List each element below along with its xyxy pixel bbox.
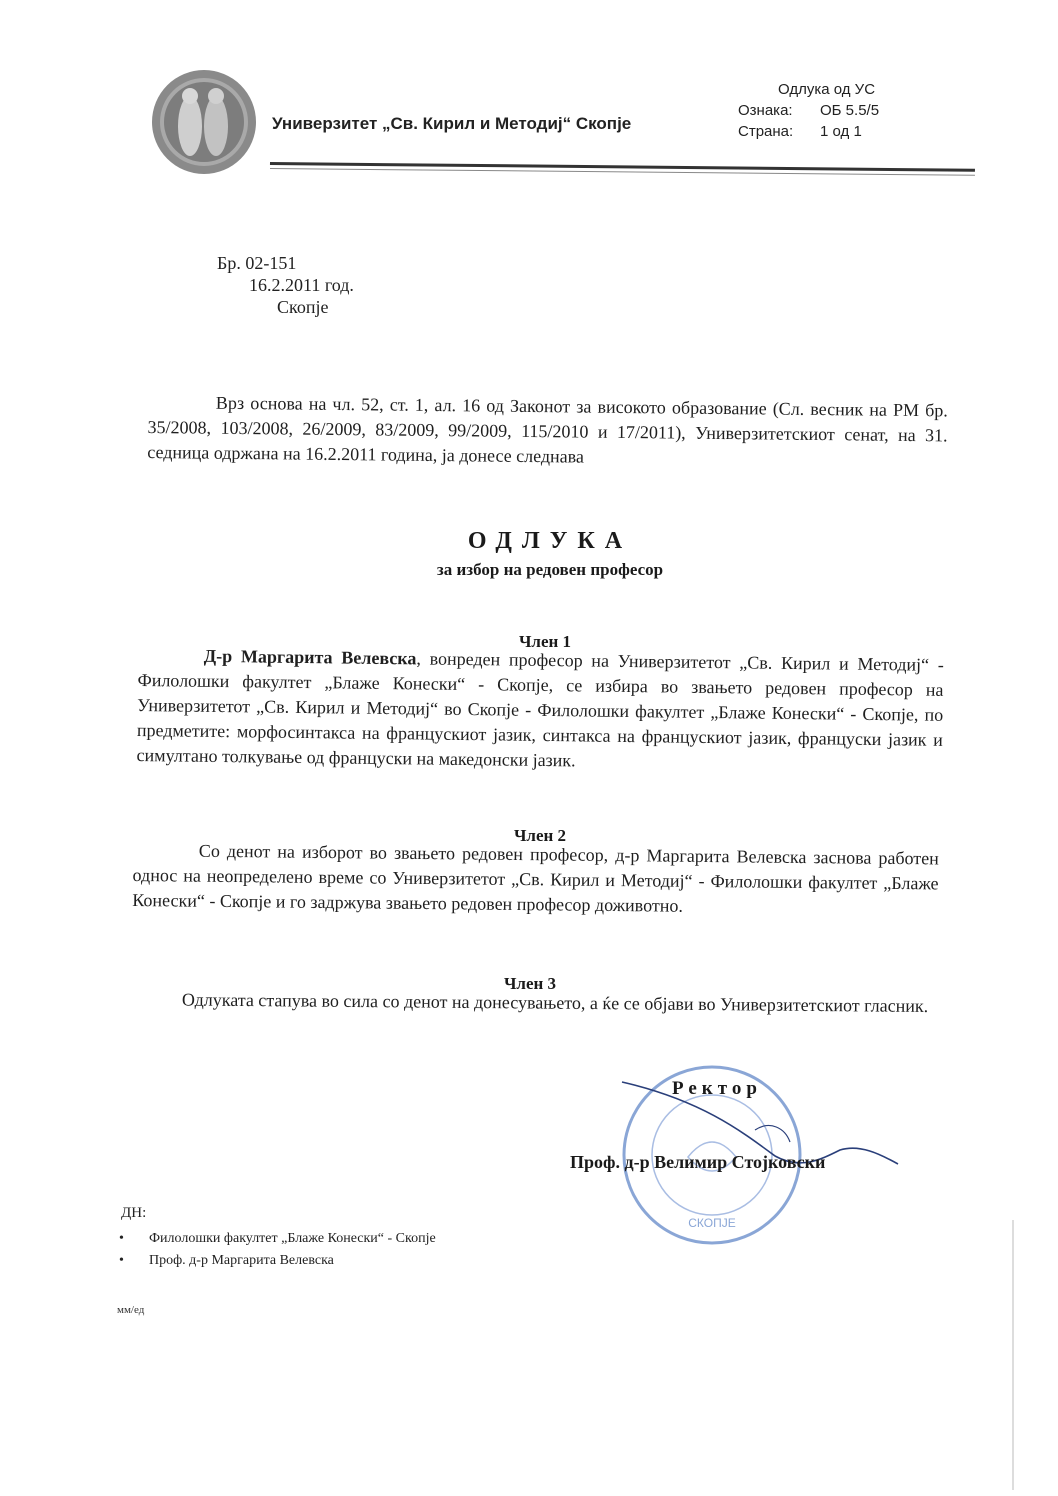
university-seal-logo (150, 68, 258, 176)
stamp-text: СКОПЈЕ (688, 1216, 736, 1230)
distribution-label: ДН: (121, 1205, 147, 1221)
article-3-text: Одлуката стапува во сила со денот на донесувањето, а ќе се објави во Универзитетскиот гласник. (181, 989, 929, 1016)
article-1-heading: Член 1 (518, 632, 572, 651)
signatory-role: Ректор (672, 1078, 762, 1099)
page-label: Страна: (738, 123, 794, 140)
list-item: • Проф. д-р Маргарита Велевска (119, 1250, 436, 1272)
document-type: Одлука од УС (778, 81, 876, 98)
bullet-icon: • (119, 1253, 124, 1268)
article-3-heading: Член 3 (503, 974, 557, 993)
university-name: Универзитет „Св. Кирил и Методиј“ Скопје (272, 114, 632, 133)
header-divider (270, 162, 975, 172)
list-item: • Филолошки факултет „Блаже Конески“ - Скопје (119, 1228, 436, 1250)
page-value: 1 од 1 (820, 123, 862, 140)
article-2-heading: Член 2 (513, 826, 567, 845)
article-1-text (136, 643, 943, 778)
code-value: ОБ 5.5/5 (820, 102, 880, 119)
article-2-text: Со денот на изборот во звањето редовен професор, д-р Маргарита Велевска заснова работен однос на неопределено време со Универзитетот „Св. Кирил и Методиј“ - Филолошки факултет „Блаже Конески“ - Скопје и го задржува звањето редовен професор доживотно. (132, 840, 939, 916)
distribution-list (119, 1228, 436, 1272)
scan-edge-mark (1012, 1220, 1014, 1490)
signatory-name: Проф. д-р Велимир Стојковски (570, 1152, 826, 1172)
article-1-body: , вонреден професор на Универзитетот „Св. Кирил и Методиј“ - Филолошки факултет „Блаже Конески“ - Скопје, се избира во звањето редовен професор на Универзитетот „Св. Кирил и Методиј“ во Скопје - Филолошки факултет „Блаже Конески“ - Скопје, по предметите: морфосинтакса на францускиот јазик, синтакса на францускиот јазик, француски јазик и симултано толкување од француски на македонски јазик. (136, 648, 944, 771)
document-subtitle: за избор на редовен професор (436, 560, 664, 579)
article-1-lead: Д-р Маргарита Велевска (203, 645, 417, 669)
reference-number: Бр. 02-151 (217, 253, 297, 273)
intro-paragraph: Врз основа на чл. 52, ст. 1, ал. 16 од Законот за високото образование (Сл. весник на РМ бр. 35/2008, 103/2008, 26/2009, 83/2009, 99/2009, 115/2010 и 17/2011), Универзитетскиот сенат, на 31. седница одржана на 16.2.2011 година, ја донесе следнава (147, 392, 948, 467)
document-meta (738, 79, 879, 142)
bullet-icon: • (119, 1231, 124, 1246)
reference-city: Скопје (277, 297, 329, 317)
author-initials: мм/ед (117, 1304, 145, 1316)
reference-date: 16.2.2011 год. (249, 275, 354, 295)
document-title: ОДЛУКА (467, 528, 633, 554)
code-label: Ознака: (738, 102, 793, 119)
